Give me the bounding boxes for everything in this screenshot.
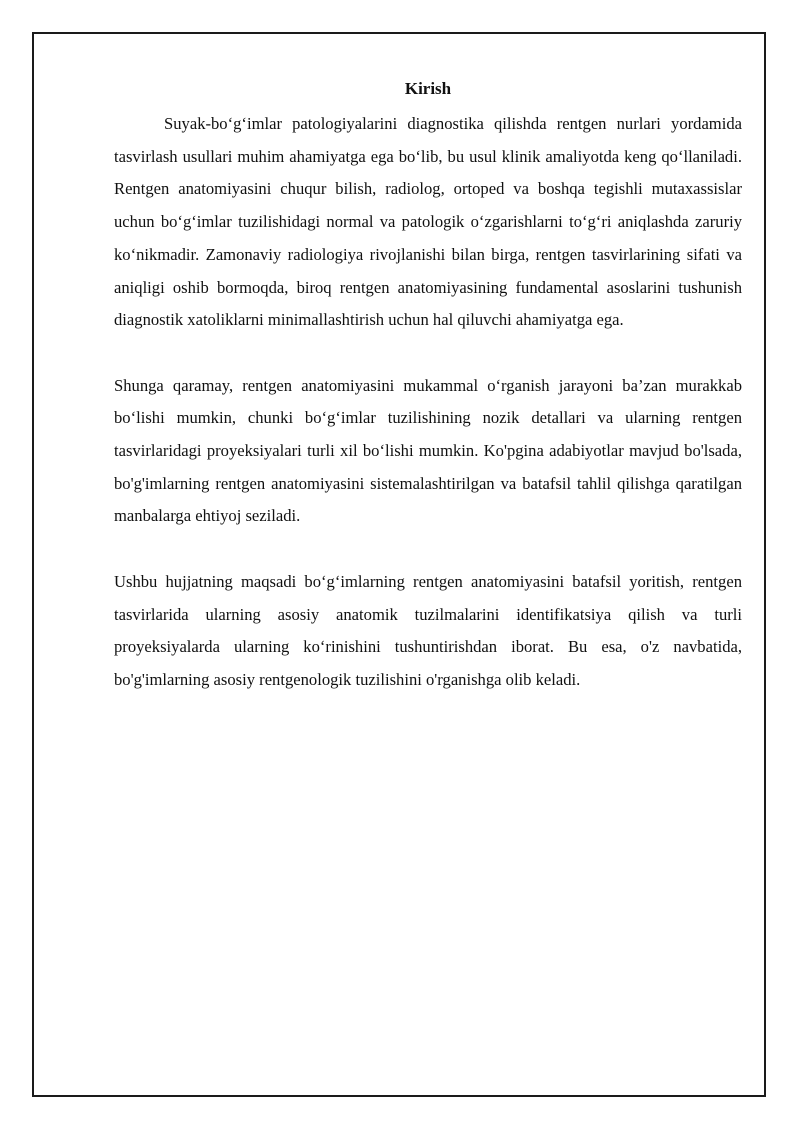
paragraph-intro: Suyak-bo‘g‘imlar patologiyalarini diagnostika qilishda rentgen nurlari yordamida tasvirlash usullari muhim ahamiyatga ega bo‘lib, bu usul klinik amaliyotda keng qo‘llaniladi. Rentgen anatomiyasini chuqur bilish, radiolog, ortoped va boshqa tegishli mutaxassislar uchun bo‘g‘imlar tuzilishidagi normal va patologik o‘zgarishlarni to‘g‘ri aniqlashda zaruriy ko‘nikmadir. Zamonaviy radiologiya rivojlanishi bilan birga, rentgen tasvirlarining sifati va aniqligi oshib bormoqda, biroq rentgen anatomiyasining fundamental asoslarini tushunish diagnostik xatoliklarni minimallashtirish uchun hal qiluvchi ahamiyatga ega. (114, 114, 742, 330)
paragraph-gap (114, 533, 742, 566)
paragraph-challenge: Shunga qaramay, rentgen anatomiyasini mukammal o‘rganish jarayoni ba’zan murakkab bo‘lishi mumkin, chunki bo‘g‘imlar tuzilishining nozik detallari va ularning rentgen tasvirlaridagi proyeksiyalari turli xil bo‘lishi mumkin. Ko'pgina adabiyotlar mavjud bo'lsada, bo'g'imlarning rentgen anatomiyasini sistemalashtirilgan va batafsil tahlil qilishga qaratilgan manbalarga ehtiyoj seziladi. (114, 375, 742, 526)
paragraph-purpose: Ushbu hujjatning maqsadi bo‘g‘imlarning rentgen anatomiyasini batafsil yoritish, rentgen tasvirlarida ularning asosiy anatomik tuzilmalarini identifikatsiya qilish va turli proyeksiyalarda ularning ko‘rinishini tushuntirishdan iborat. Bu esa, o'z navbatida, bo'g'imlarning asosiy rentgenologik tuzilishini o'rganishga olib keladi. (114, 571, 742, 689)
document-body (114, 78, 742, 697)
paragraph-gap (114, 337, 742, 370)
document-title: Kirish (404, 79, 452, 98)
